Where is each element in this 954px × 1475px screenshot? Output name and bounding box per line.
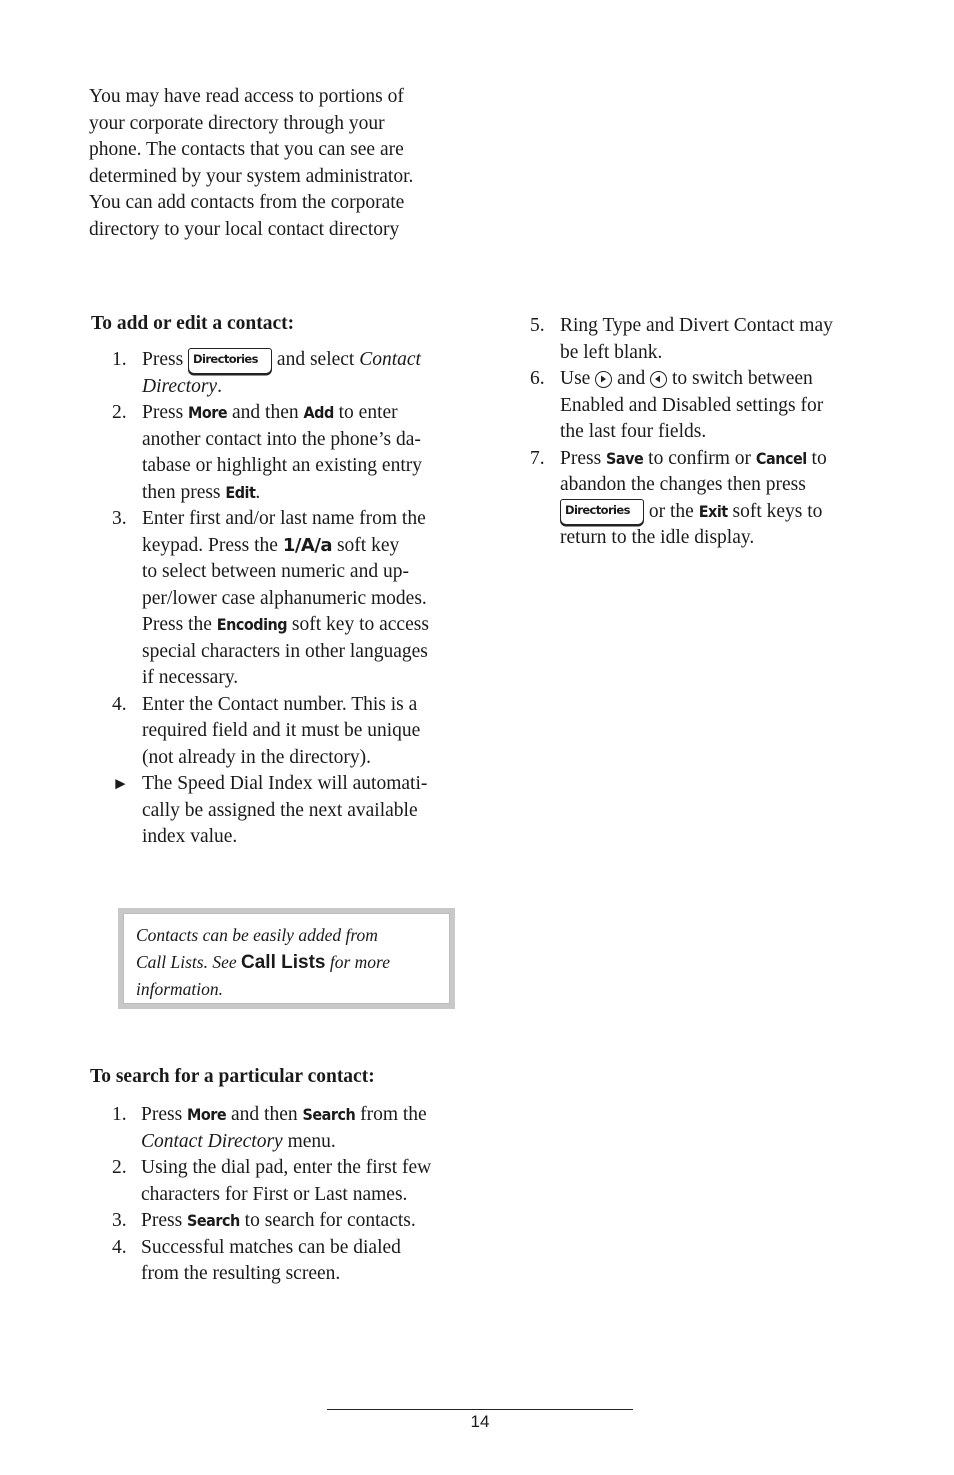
softkey-more: More [188, 403, 228, 422]
item-number: 4. [112, 1236, 127, 1258]
intro-line: You can add contacts from the corporate [89, 192, 405, 213]
item-number: 7. [530, 447, 545, 469]
softkey-save: Save [606, 448, 644, 468]
add-contact-steps [112, 347, 472, 851]
item-number: 6. [530, 368, 545, 389]
softkey-add: Add [303, 403, 334, 422]
left-arrow-icon [650, 371, 667, 388]
item-italic: Directory [142, 375, 218, 397]
softkey-cancel: Cancel [755, 448, 807, 468]
list-item: 2. Using the dial pad, enter the first few characters for First or Last names. [112, 1157, 432, 1205]
list-item: 7. Press Save to confirm or Cancel to abandon the changes then press Directories or the Exit soft keys to return to the idle display. [530, 447, 827, 549]
list-item: 3. Enter first and/or last name from the keypad. Press the 1/A/a soft key to select between numeric and up- per/lower case alphanumeric modes. Press the Encoding soft key to access special characters in other languages if necessary. [112, 508, 429, 688]
list-item: ► The Speed Dial Index will automati- cally be assigned the next available index value. [112, 773, 428, 847]
intro-line: You may have read access to portions of [89, 86, 404, 107]
call-lists-key: Call Lists [241, 951, 326, 973]
directories-key-icon: Directories [560, 499, 644, 525]
softkey-encoding: Encoding [216, 615, 288, 634]
item-number: 1. [112, 349, 127, 370]
search-steps [112, 1102, 482, 1288]
list-item: 3. Press Search to search for contacts. [112, 1208, 482, 1235]
add-contact-heading: To add or edit a contact: [91, 313, 295, 334]
item-number: 1. [112, 1104, 127, 1125]
list-item: 6. Use and to switch between Enabled and Disabled settings for the last four fields. [530, 368, 824, 442]
right-arrow-icon [595, 371, 612, 388]
softkey-edit: Edit [225, 482, 256, 502]
softkey-1-a-a: 1/A/a [282, 534, 333, 556]
footer-rule [327, 1409, 633, 1410]
intro-paragraph [89, 84, 469, 243]
page-number: 14 [470, 1412, 490, 1431]
softkey-more: More [187, 1105, 227, 1124]
list-item: 4. Successful matches can be dialed from the resulting screen. [112, 1236, 401, 1284]
item-number: 2. [112, 1157, 127, 1178]
intro-line: directory to your local contact directory [89, 218, 400, 240]
list-item: 1. Press Directories and select Contact Directory. [112, 349, 421, 397]
intro-line: phone. The contacts that you can see are [89, 139, 404, 160]
item-number: 3. [112, 508, 127, 529]
softkey-exit: Exit [698, 501, 728, 521]
list-item: 5. Ring Type and Divert Contact may be left blank. [530, 315, 833, 363]
right-column-steps [530, 313, 880, 552]
list-item: 1. Press More and then Search from the Contact Directory menu. [112, 1104, 427, 1152]
item-number: 3. [112, 1210, 127, 1231]
softkey-search: Search [187, 1211, 240, 1230]
search-contact-heading: To search for a particular contact: [90, 1066, 375, 1087]
item-italic: Contact [359, 349, 421, 370]
item-number: 5. [530, 315, 545, 336]
note-box: Contacts can be easily added from Call Lists. See Call Lists for more information. [118, 908, 455, 1009]
intro-line: your corporate directory through your [89, 112, 385, 134]
item-text: Press [142, 349, 184, 370]
item-number: 2. [112, 402, 127, 423]
intro-line: determined by your system administrator. [89, 165, 414, 187]
softkey-search: Search [302, 1105, 356, 1124]
list-item: 4. Enter the Contact number. This is a required field and it must be unique (not already in the directory). [112, 693, 421, 768]
list-item: 2. Press More and then Add to enter another contact into the phone’s da- tabase or highlight an existing entry then press Edit. [112, 402, 422, 503]
directories-key-icon: Directories [188, 348, 272, 374]
triangle-bullet-icon: ► [112, 774, 129, 793]
item-number: 4. [112, 693, 127, 715]
item-text: and select [276, 349, 355, 370]
